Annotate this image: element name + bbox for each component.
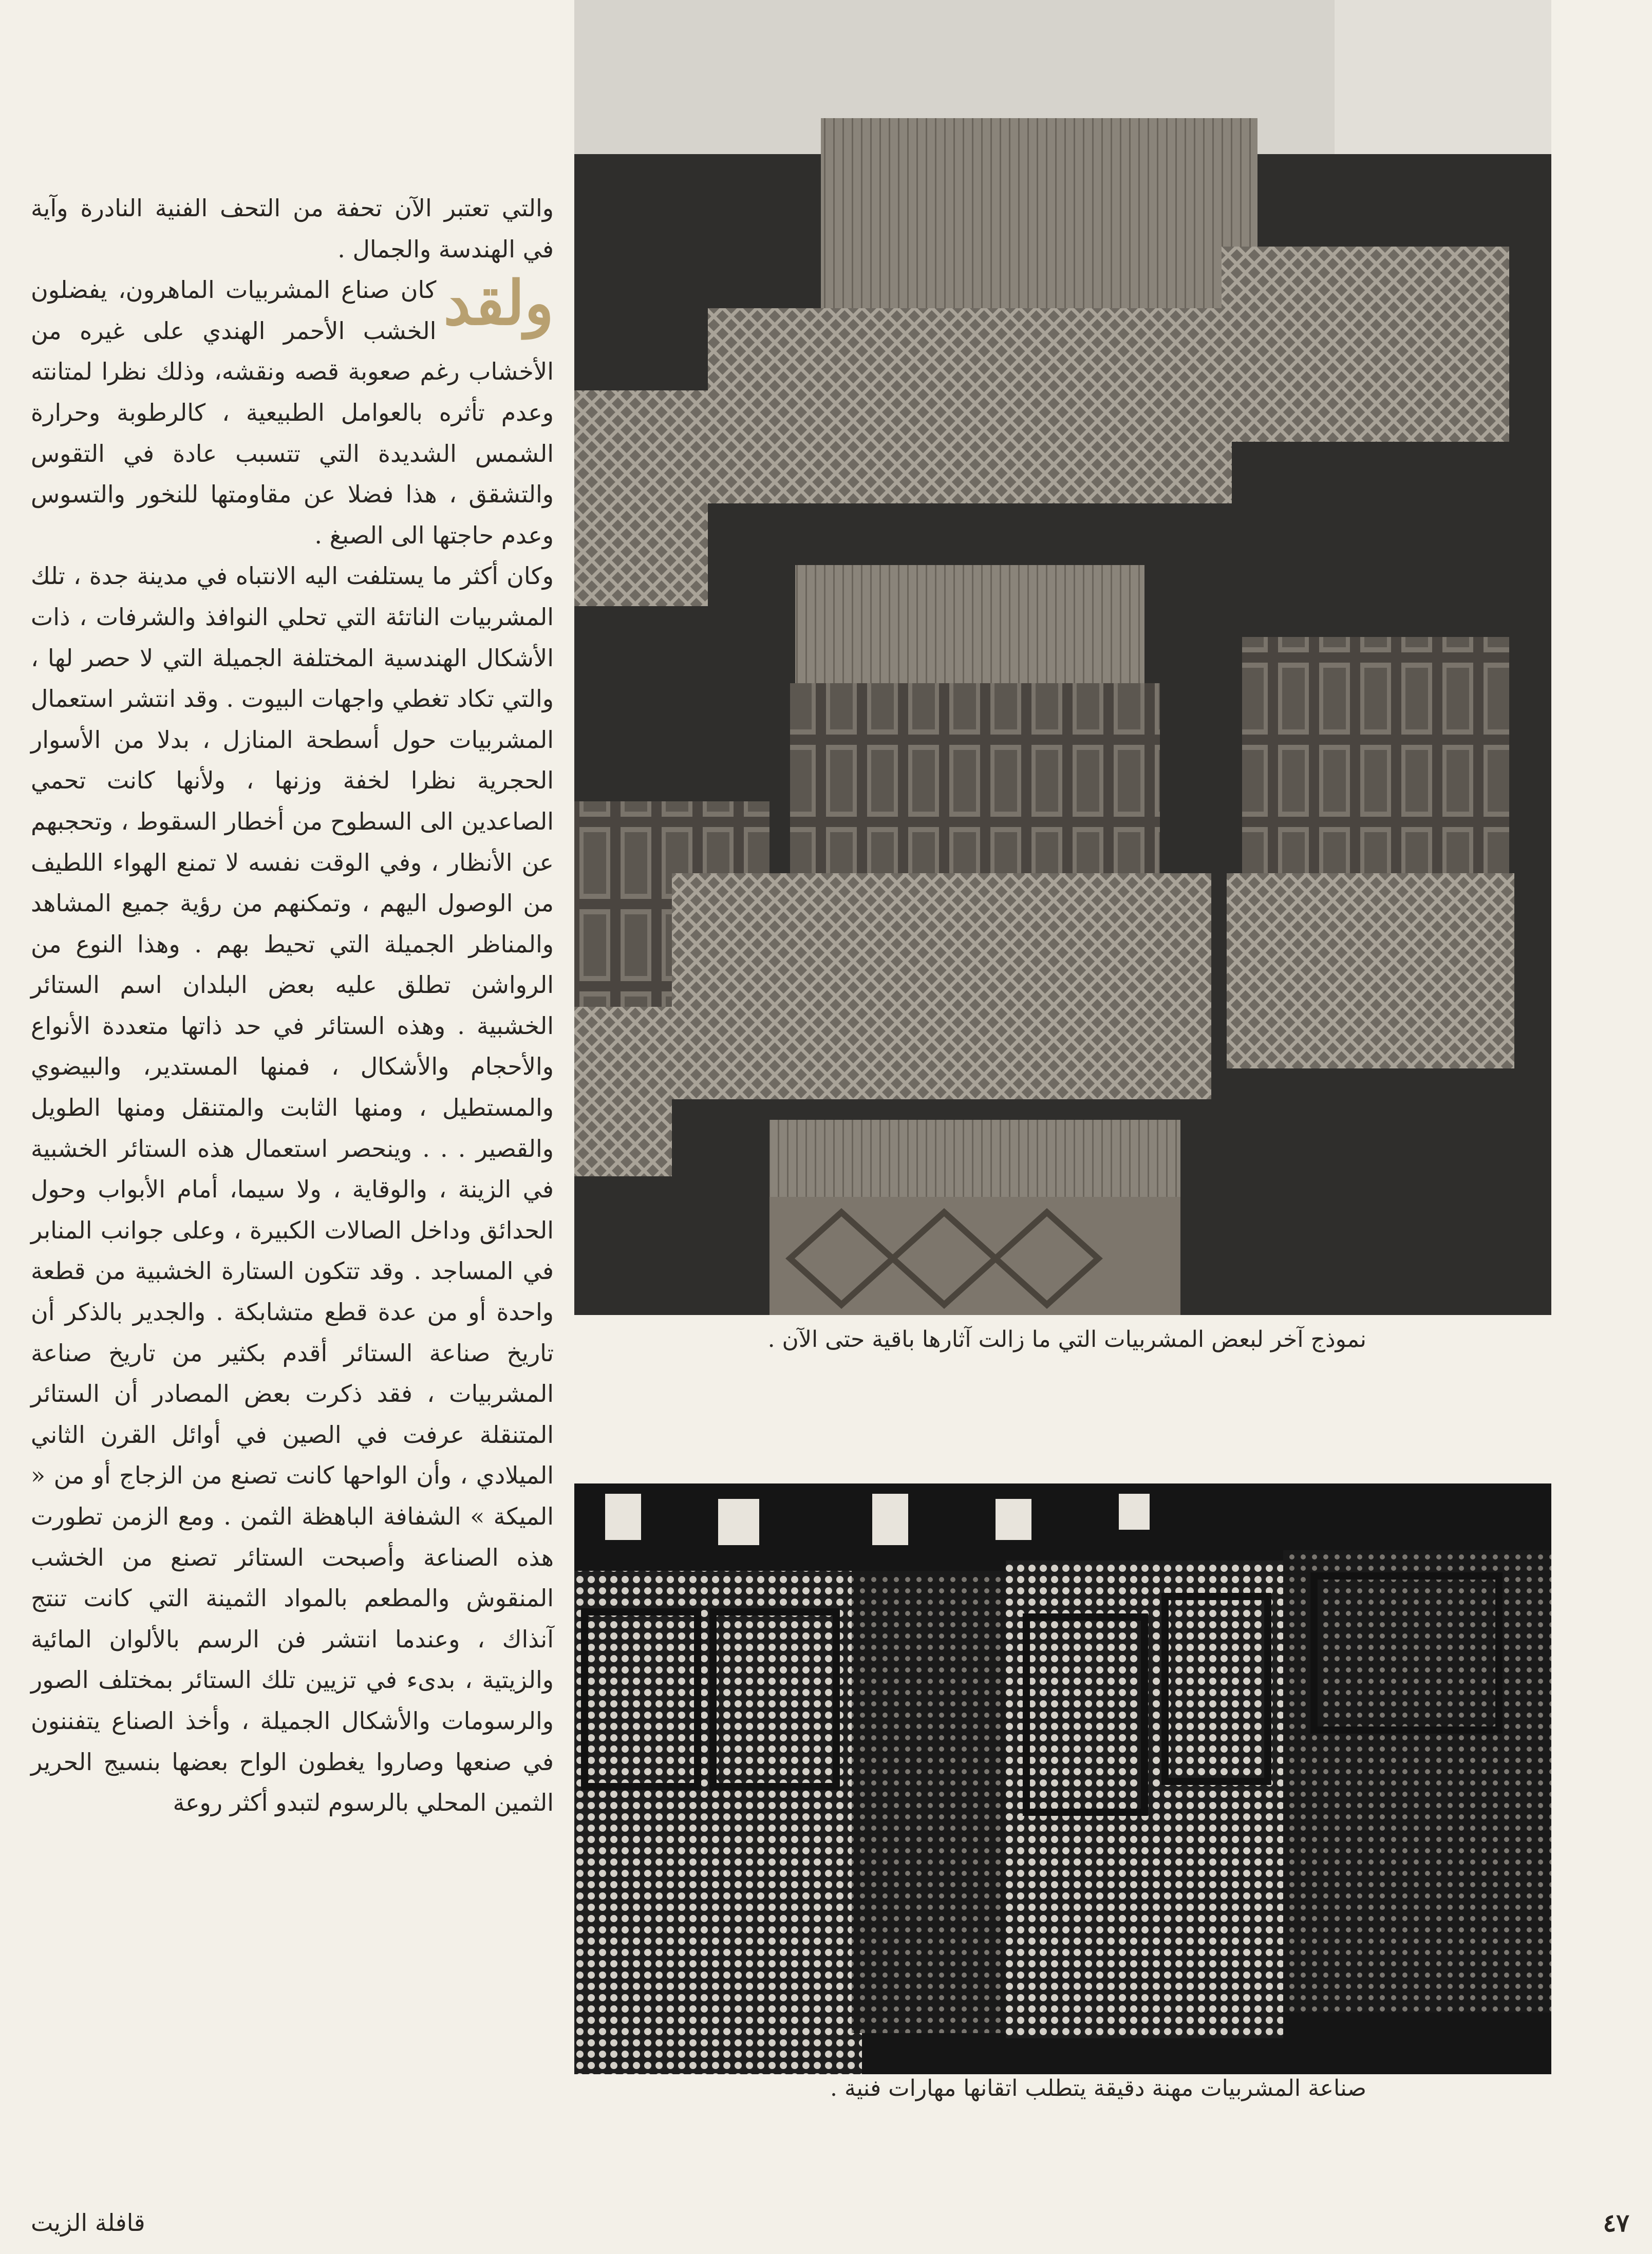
mashrabiya-lattice-photo [574,1483,1551,2074]
magazine-name: قافلة الزيت [31,2209,145,2237]
bottom-photo-caption: صناعة المشربيات مهنة دقيقة يتطلب اتقانها مهارات فنية . [830,2075,1366,2101]
article-paragraph-2-text: كان صناع المشربيات الماهرون، يفضلون الخشب الأحمر الهندي على غيره من الأخشاب رغم صعوبة قصه ونقشه، وذلك نظرا لمتانته وعدم تأثره بالعوامل الطبيعية ، كالرطوبة وحرارة الشمس الشديدة التي تتسبب عادة في التقوس والتشقق ، هذا فضلا عن مقاومتها للنخور والتسوس وعدم حاجتها الى الصبغ . [31,276,554,549]
article-paragraph-1: والتي تعتبر الآن تحفة من التحف الفنية النادرة وآية في الهندسة والجمال . [31,194,554,263]
article-paragraph-2 [31,267,554,556]
top-photo-caption: نموذج آخر لبعض المشربيات التي ما زالت آثارها باقية حتى الآن . [767,1326,1366,1353]
mashrabiya-facade-photo [574,0,1551,1315]
article-paragraph-3: وكان أكثر ما يستلفت اليه الانتباه في مدينة جدة ، تلك المشربيات الناتئة التي تحلي النوافذ والشرفات ، ذات الأشكال الهندسية المختلفة الجميلة التي لا حصر لها ، والتي تكاد تغطي واجهات البيوت . وقد انتشر استعمال المشربيات حول أسطحة المنازل ، بدلا من الأسوار الحجرية نظرا لخفة وزنها ، ولأنها كانت تحمي الصاعدين الى السطوح من أخطار السقوط ، وتحجبهم عن الأنظار ، وفي الوقت نفسه لا تمنع الهواء اللطيف من الوصول اليهم ، وتمكنهم من رؤية جميع المشاهد والمناظر الجميلة التي تحيط بهم . وهذا النوع من الرواشن تطلق عليه بعض البلدان اسم الستائر الخشبية . وهذه الستائر في حد ذاتها متعددة الأنواع والأحجام والأشكال ، فمنها المستدير، والبيضوي والمستطيل ، ومنها الثابت والمتنقل ومنها الطويل والقصير . . . وينحصر استعمال هذه الستائر الخشبية في الزينة ، والوقاية ، ولا سيما، أمام الأبواب وحول الحدائق وداخل الصالات الكبيرة ، وعلى جوانب المنابر في المساجد . وقد تتكون الستارة الخشبية من قطعة واحدة أو من عدة قطع متشابكة . والجدير بالذكر أن تاريخ صناعة الستائر أقدم بكثير من تاريخ صناعة المشربيات ، فقد ذكرت بعض المصادر أن الستائر المتنقلة عرفت في الصين في أوائل القرن الثاني الميلادي ، وأن الواحها كانت تصنع من الزجاج أو من « الميكة » الشفافة الباهظة الثمن . ومع الزمن تطورت هذه الصناعة وأصبحت الستائر تصنع من الخشب المنقوش والمطعم بالمواد الثمينة التي كانت تنتج آنذاك ، وعندما انتشر فن الرسم بالألوان المائية والزيتية ، بدىء في تزيين تلك الستائر بمختلف الصور والرسومات والأشكال الجميلة ، وأخذ الصناع يتفننون في صنعها وصاروا يغطون الواح بعضها بنسيج الحرير الثمين المحلي بالرسوم لتبدو أكثر روعة [31,562,554,1817]
article-column [31,188,554,1824]
dropcap-word: ولقد [443,267,554,339]
page-number: ٤٧ [1603,2209,1629,2238]
